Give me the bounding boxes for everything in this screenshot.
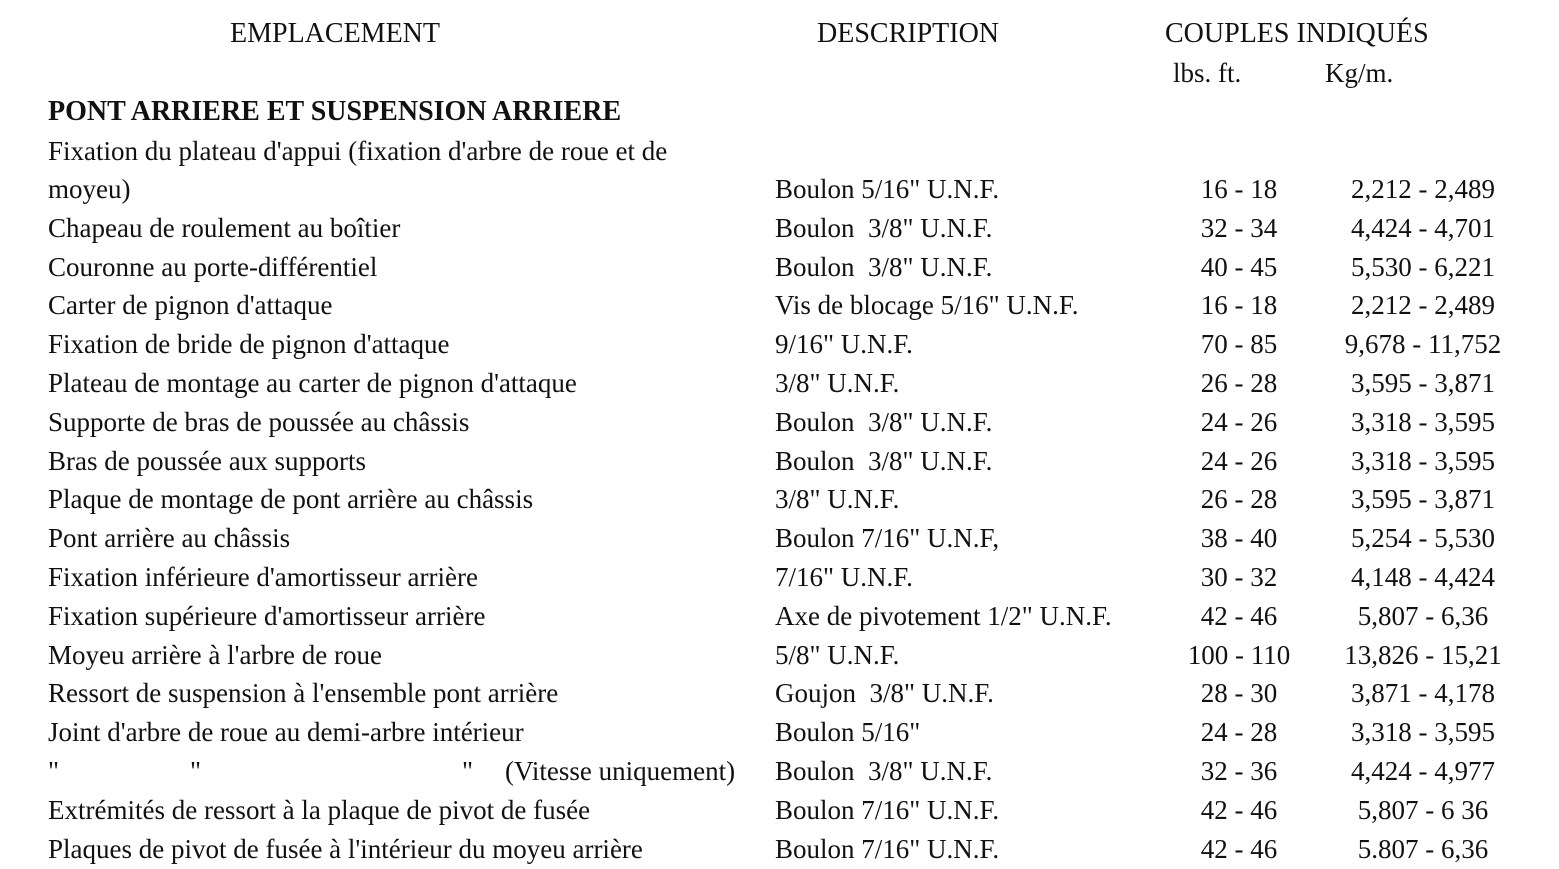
row-description: 7/16" U.N.F. bbox=[775, 562, 913, 592]
row-kg-m: 5,530 - 6,221 bbox=[1351, 252, 1495, 282]
row-emplacement: Joint d'arbre de roue au demi-arbre intérieur bbox=[48, 717, 524, 747]
row-description: Boulon 3/8" U.N.F. bbox=[775, 407, 993, 437]
row-kg-m: 3,318 - 3,595 bbox=[1351, 446, 1495, 476]
row-emplacement: Fixation de bride de pignon d'attaque bbox=[48, 329, 450, 359]
row-kg-m: 5.807 - 6,36 bbox=[1357, 834, 1489, 864]
ditto-mark: " bbox=[48, 756, 60, 786]
row-description: 9/16" U.N.F. bbox=[775, 329, 913, 359]
row-emplacement: moyeu) bbox=[48, 174, 131, 204]
header-couples: COUPLES INDIQUÉS bbox=[1165, 18, 1429, 49]
row-emplacement: Couronne au porte-différentiel bbox=[48, 252, 378, 282]
row-kg-m: 9,678 - 11,752 bbox=[1344, 329, 1502, 359]
row-description: 3/8" U.N.F. bbox=[775, 484, 900, 514]
row-description: Boulon 3/8" U.N.F. bbox=[775, 756, 993, 786]
row-lbs-ft: 42 - 46 bbox=[1200, 601, 1278, 631]
row-emplacement: Fixation inférieure d'amortisseur arrière bbox=[48, 562, 478, 592]
row-emplacement: Plaque de montage de pont arrière au châssis bbox=[48, 484, 534, 514]
header-kg: Kg/m. bbox=[1325, 58, 1394, 88]
row-lbs-ft: 16 - 18 bbox=[1200, 290, 1278, 320]
row-kg-m: 3,871 - 4,178 bbox=[1351, 678, 1495, 708]
row-lbs-ft: 40 - 45 bbox=[1200, 252, 1278, 282]
row-description: 3/8" U.N.F. bbox=[775, 368, 900, 398]
row-kg-m: 3,318 - 3,595 bbox=[1351, 717, 1495, 747]
row-emplacement-line1: Fixation du plateau d'appui (fixation d'arbre de roue et de bbox=[48, 136, 668, 166]
row-kg-m: 2,212 - 2,489 bbox=[1351, 174, 1495, 204]
row-emplacement: Plaques de pivot de fusée à l'intérieur du moyeu arrière bbox=[48, 834, 643, 864]
header-emplacement: EMPLACEMENT bbox=[230, 18, 440, 49]
row-lbs-ft: 26 - 28 bbox=[1200, 484, 1278, 514]
row-emplacement: Extrémités de ressort à la plaque de pivot de fusée bbox=[48, 795, 591, 825]
row-kg-m: 3,595 - 3,871 bbox=[1351, 368, 1495, 398]
row-description: Boulon 5/16" U.N.F. bbox=[775, 174, 1000, 204]
row-emplacement: Supporte de bras de poussée au châssis bbox=[48, 407, 470, 437]
row-emplacement: Plateau de montage au carter de pignon d'attaque bbox=[48, 368, 577, 398]
row-emplacement: Moyeu arrière à l'arbre de roue bbox=[48, 640, 382, 670]
row-kg-m: 4,148 - 4,424 bbox=[1351, 562, 1495, 592]
row-lbs-ft: 70 - 85 bbox=[1200, 329, 1278, 359]
row-lbs-ft: 24 - 26 bbox=[1200, 446, 1278, 476]
header-description: DESCRIPTION bbox=[817, 18, 1000, 49]
row-description: Boulon 7/16" U.N.F. bbox=[775, 795, 1000, 825]
row-description: Goujon 3/8" U.N.F. bbox=[775, 678, 994, 708]
ditto-mark: " bbox=[190, 756, 202, 786]
row-lbs-ft: 16 - 18 bbox=[1200, 174, 1278, 204]
row-emplacement: Pont arrière au châssis bbox=[48, 523, 291, 553]
row-emplacement: Bras de poussée aux supports bbox=[48, 446, 366, 476]
row-kg-m: 13,826 - 15,21 bbox=[1344, 640, 1502, 670]
row-emplacement: Carter de pignon d'attaque bbox=[48, 290, 333, 320]
row-lbs-ft: 38 - 40 bbox=[1200, 523, 1278, 553]
row-description: Boulon 7/16" U.N.F, bbox=[775, 523, 1000, 553]
row-emplacement: Fixation supérieure d'amortisseur arrière bbox=[48, 601, 486, 631]
row-lbs-ft: 42 - 46 bbox=[1200, 795, 1278, 825]
row-lbs-ft: 32 - 36 bbox=[1200, 756, 1278, 786]
row-emplacement: Ressort de suspension à l'ensemble pont arrière bbox=[48, 678, 559, 708]
row-lbs-ft: 42 - 46 bbox=[1200, 834, 1278, 864]
row-kg-m: 3,595 - 3,871 bbox=[1351, 484, 1495, 514]
row-lbs-ft: 32 - 34 bbox=[1200, 213, 1278, 243]
row-description: Boulon 3/8" U.N.F. bbox=[775, 213, 993, 243]
row-description: Boulon 7/16" U.N.F. bbox=[775, 834, 1000, 864]
row-kg-m: 4,424 - 4,701 bbox=[1351, 213, 1495, 243]
row-description: 5/8" U.N.F. bbox=[775, 640, 900, 670]
row-kg-m: 3,318 - 3,595 bbox=[1351, 407, 1495, 437]
row-emplacement: Chapeau de roulement au boîtier bbox=[48, 213, 401, 243]
row-description: Boulon 3/8" U.N.F. bbox=[775, 252, 993, 282]
section-title: PONT ARRIERE ET SUSPENSION ARRIERE bbox=[48, 96, 622, 127]
row-kg-m: 5,254 - 5,530 bbox=[1351, 523, 1495, 553]
row-kg-m: 2,212 - 2,489 bbox=[1351, 290, 1495, 320]
row-lbs-ft: 26 - 28 bbox=[1200, 368, 1278, 398]
row-description: Boulon 5/16" bbox=[775, 717, 921, 747]
row-lbs-ft: 24 - 28 bbox=[1200, 717, 1278, 747]
row-kg-m: 5,807 - 6 36 bbox=[1357, 795, 1489, 825]
row-description: Vis de blocage 5/16" U.N.F. bbox=[775, 290, 1079, 320]
row-lbs-ft: 28 - 30 bbox=[1200, 678, 1278, 708]
row-kg-m: 5,807 - 6,36 bbox=[1357, 601, 1489, 631]
header-lbs: lbs. ft. bbox=[1173, 58, 1242, 88]
row-description: Boulon 3/8" U.N.F. bbox=[775, 446, 993, 476]
row-lbs-ft: 100 - 110 bbox=[1187, 640, 1291, 670]
ditto-mark: " bbox=[462, 756, 474, 786]
row-lbs-ft: 24 - 26 bbox=[1200, 407, 1278, 437]
row-description: Axe de pivotement 1/2" U.N.F. bbox=[775, 601, 1112, 631]
row-lbs-ft: 30 - 32 bbox=[1200, 562, 1278, 592]
row-kg-m: 4,424 - 4,977 bbox=[1351, 756, 1495, 786]
row-emplacement-note: (Vitesse uniquement) bbox=[505, 756, 736, 786]
